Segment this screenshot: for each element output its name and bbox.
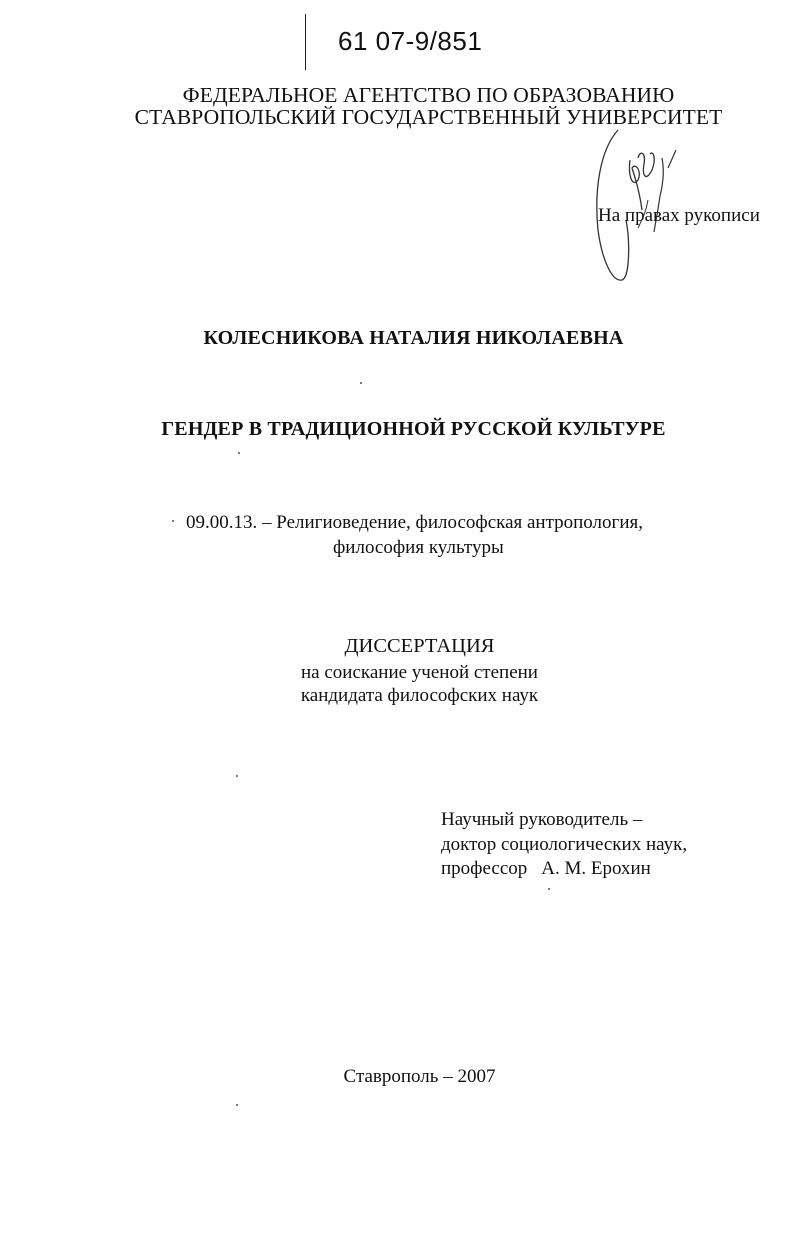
supervisor-line: [441, 858, 651, 880]
dissertation-title: ГЕНДЕР В ТРАДИЦИОННОЙ РУССКОЙ КУЛЬТУРЕ: [161, 418, 666, 440]
organization-line-2: СТАВРОПОЛЬСКИЙ ГОСУДАРСТВЕННЫЙ УНИВЕРСИТЕТ: [134, 105, 723, 129]
scan-speck: [236, 1104, 238, 1106]
scan-speck: [548, 888, 550, 890]
dissertation-heading: ДИССЕРТАЦИЯ: [344, 635, 495, 657]
scan-speck: [172, 520, 174, 522]
manuscript-rights-note: На правах рукописи: [598, 205, 760, 226]
specialty-line-1: 09.00.13. – Религиоведение, философская антропология,: [186, 512, 643, 533]
scan-speck: [360, 382, 362, 384]
specialty-line-2: философия культуры: [333, 537, 504, 558]
supervisor-role: Научный руководитель –: [441, 809, 643, 830]
archive-code: 61 07-9/851: [338, 26, 483, 56]
scan-speck: [236, 775, 238, 777]
degree-line-1: на соискание ученой степени: [301, 662, 538, 683]
degree-line-2: кандидата философских наук: [300, 685, 539, 706]
author-name: КОЛЕСНИКОВА НАТАЛИЯ НИКОЛАЕВНА: [203, 327, 624, 349]
scan-speck: [238, 452, 240, 454]
city-year: Ставрополь – 2007: [343, 1066, 496, 1087]
supervisor-position: профессор: [441, 858, 528, 879]
archive-mark-line: [305, 14, 306, 70]
supervisor-degree: доктор социологических наук,: [441, 834, 688, 855]
supervisor-name: А. М. Ерохин: [541, 858, 651, 879]
organization-line-1: ФЕДЕРАЛЬНОЕ АГЕНТСТВО ПО ОБРАЗОВАНИЮ: [182, 83, 675, 107]
